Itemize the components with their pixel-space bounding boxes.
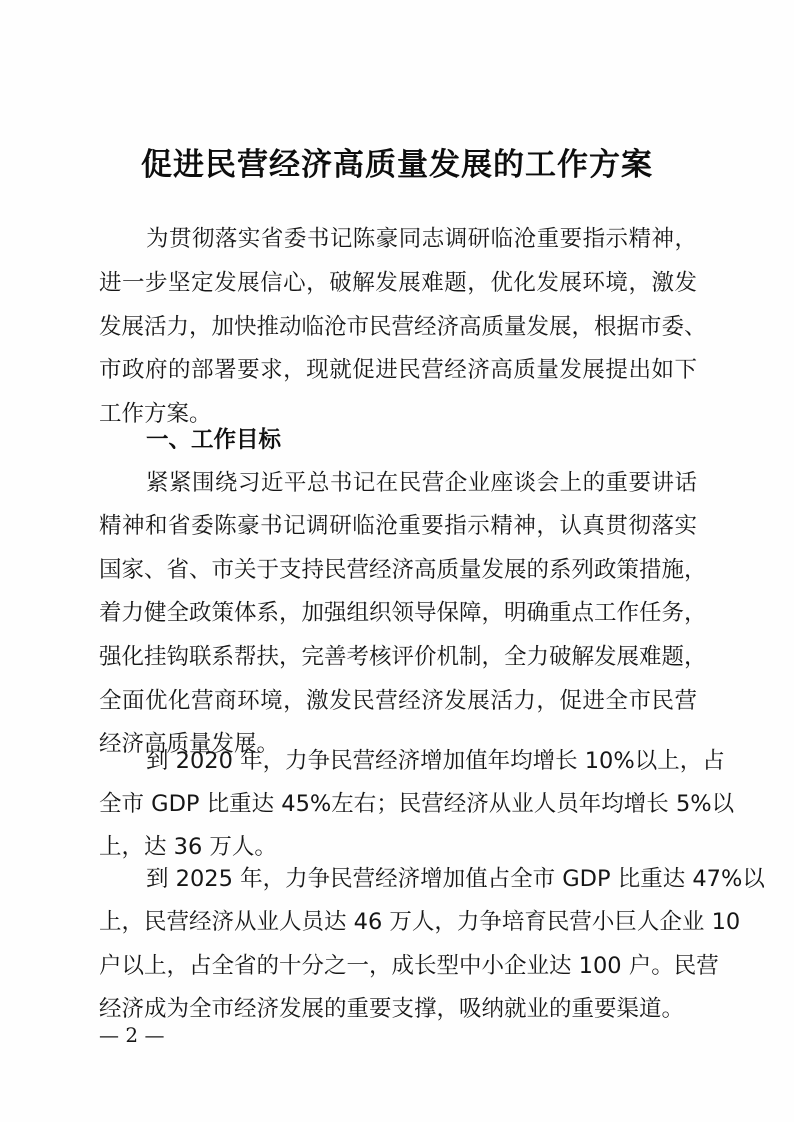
text-line: 为贯彻落实省委书记陈豪同志调研临沧重要指示精神， (146, 226, 697, 252)
text-line: 工作方案。 (99, 401, 212, 427)
text-line: 全市 GDP 比重达 45%左右；民营经济从业人员年均增长 5%以 (99, 791, 735, 817)
text-line: 到 2020 年，力争民营经济增加值年均增长 10%以上，占 (146, 748, 725, 774)
text-line: 国家、省、市关于支持民营经济高质量发展的系列政策措施， (99, 557, 707, 583)
text-line: 到 2025 年，力争民营经济增加值占全市 GDP 比重达 47%以 (146, 866, 765, 892)
text-line: 紧紧围绕习近平总书记在民营企业座谈会上的重要讲话 (146, 470, 697, 496)
text-line: 经济成为全市经济发展的重要支撑，吸纳就业的重要渠道。 (99, 996, 685, 1022)
text-line: 户以上，占全省的十分之一，成长型中小企业达 100 户。民营 (99, 953, 719, 979)
text-line: 发展活力，加快推动临沧市民营经济高质量发展，根据市委、 (99, 314, 707, 340)
text-line: 强化挂钩联系帮扶，完善考核评价机制，全力破解发展难题， (99, 644, 707, 670)
document-title: 促进民营经济高质量发展的工作方案 (141, 147, 653, 183)
section-heading: 一、工作目标 (146, 427, 282, 453)
text-line: 市政府的部署要求，现就促进民营经济高质量发展提出如下 (99, 357, 697, 383)
page-number: — 2 — (99, 1023, 165, 1047)
text-line: 进一步坚定发展信心，破解发展难题，优化发展环境，激发 (99, 270, 697, 296)
text-line: 全面优化营商环境，激发民营经济发展活力，促进全市民营 (99, 688, 697, 714)
text-line: 经济高质量发展。 (99, 731, 280, 757)
text-line: 上，民营经济从业人员达 46 万人，力争培育民营小巨人企业 10 (99, 909, 741, 935)
text-line: 上，达 36 万人。 (99, 834, 277, 860)
text-line: 精神和省委陈豪书记调研临沧重要指示精神，认真贯彻落实 (99, 513, 697, 539)
text-line: 着力健全政策体系，加强组织领导保障，明确重点工作任务， (99, 600, 707, 626)
